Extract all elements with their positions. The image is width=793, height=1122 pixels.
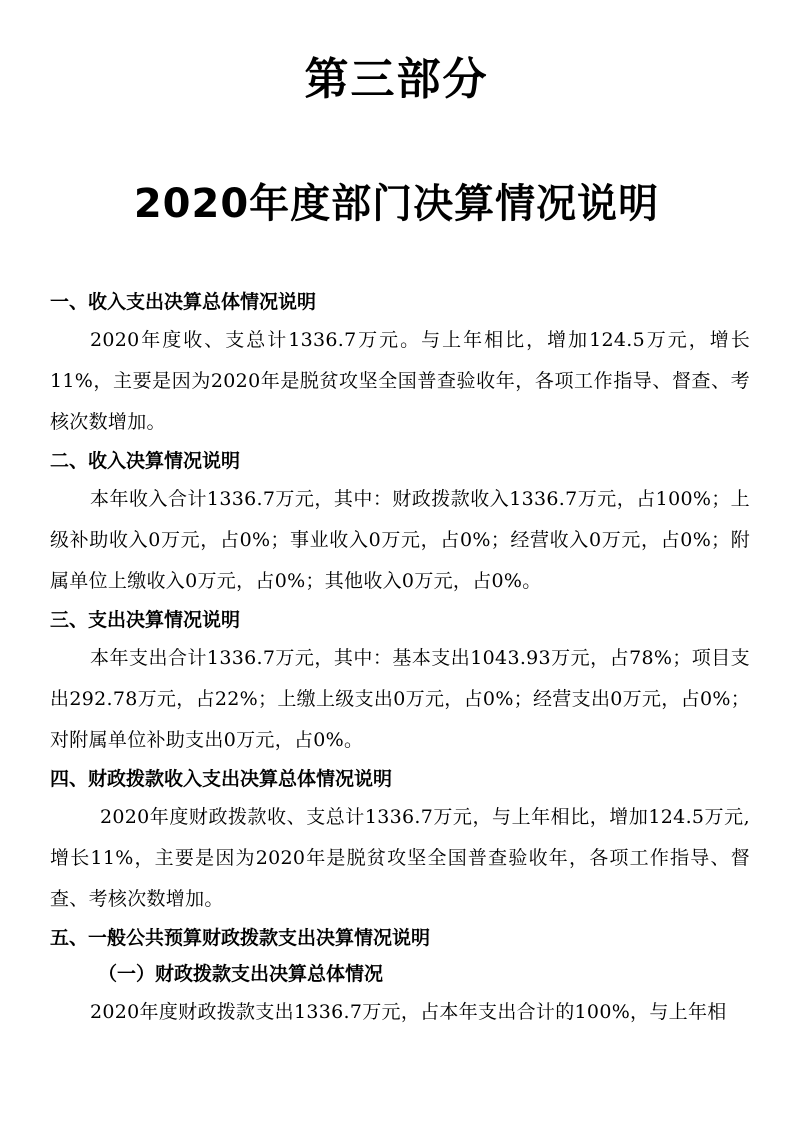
- part-title: 第三部分: [304, 54, 489, 105]
- section-paragraph-2: 本年收入合计1336.7万元，其中：财政拨款收入1336.7万元，占100%；上级补助收入0万元，占0%；事业收入0万元，占0%；经营收入0万元，占0%；附属单位上缴收入0万元，占0%；其他收入0万元，占0%。: [50, 488, 750, 592]
- document-body: [50, 284, 750, 1033]
- section-heading-2: 二、收入决算情况说明: [50, 450, 241, 472]
- section-paragraph-3: 本年支出合计1336.7万元，其中：基本支出1043.93万元，占78%；项目支出292.78万元，占22%；上缴上级支出0万元，占0%；经营支出0万元，占0%；对附属单位补助支出0万元，占0%。: [50, 647, 750, 751]
- section-heading-1: 一、收入支出决算总体情况说明: [50, 291, 317, 313]
- section-paragraph-1: 2020年度收、支总计1336.7万元。与上年相比，增加124.5万元，增长11%，主要是因为2020年是脱贫攻坚全国普查验收年，各项工作指导、督查、考核次数增加。: [50, 329, 750, 433]
- section-paragraph-4: 2020年度财政拨款收、支总计1336.7万元，与上年相比，增加124.5万元,增长11%，主要是因为2020年是脱贫攻坚全国普查验收年，各项工作指导、督查、考核次数增加。: [50, 806, 750, 910]
- section-heading-3: 三、支出决算情况说明: [50, 609, 241, 631]
- section-heading-4: 四、财政拨款收入支出决算总体情况说明: [50, 768, 393, 790]
- section-paragraph-5: 2020年度财政拨款支出1336.7万元，占本年支出合计的100%，与上年相: [90, 1001, 727, 1023]
- section-subheading-5-1: （一）财政拨款支出决算总体情况: [98, 963, 384, 985]
- document-title: 2020年度部门决算情况说明: [133, 181, 660, 227]
- section-heading-5: 五、一般公共预算财政拨款支出决算情况说明: [50, 927, 431, 949]
